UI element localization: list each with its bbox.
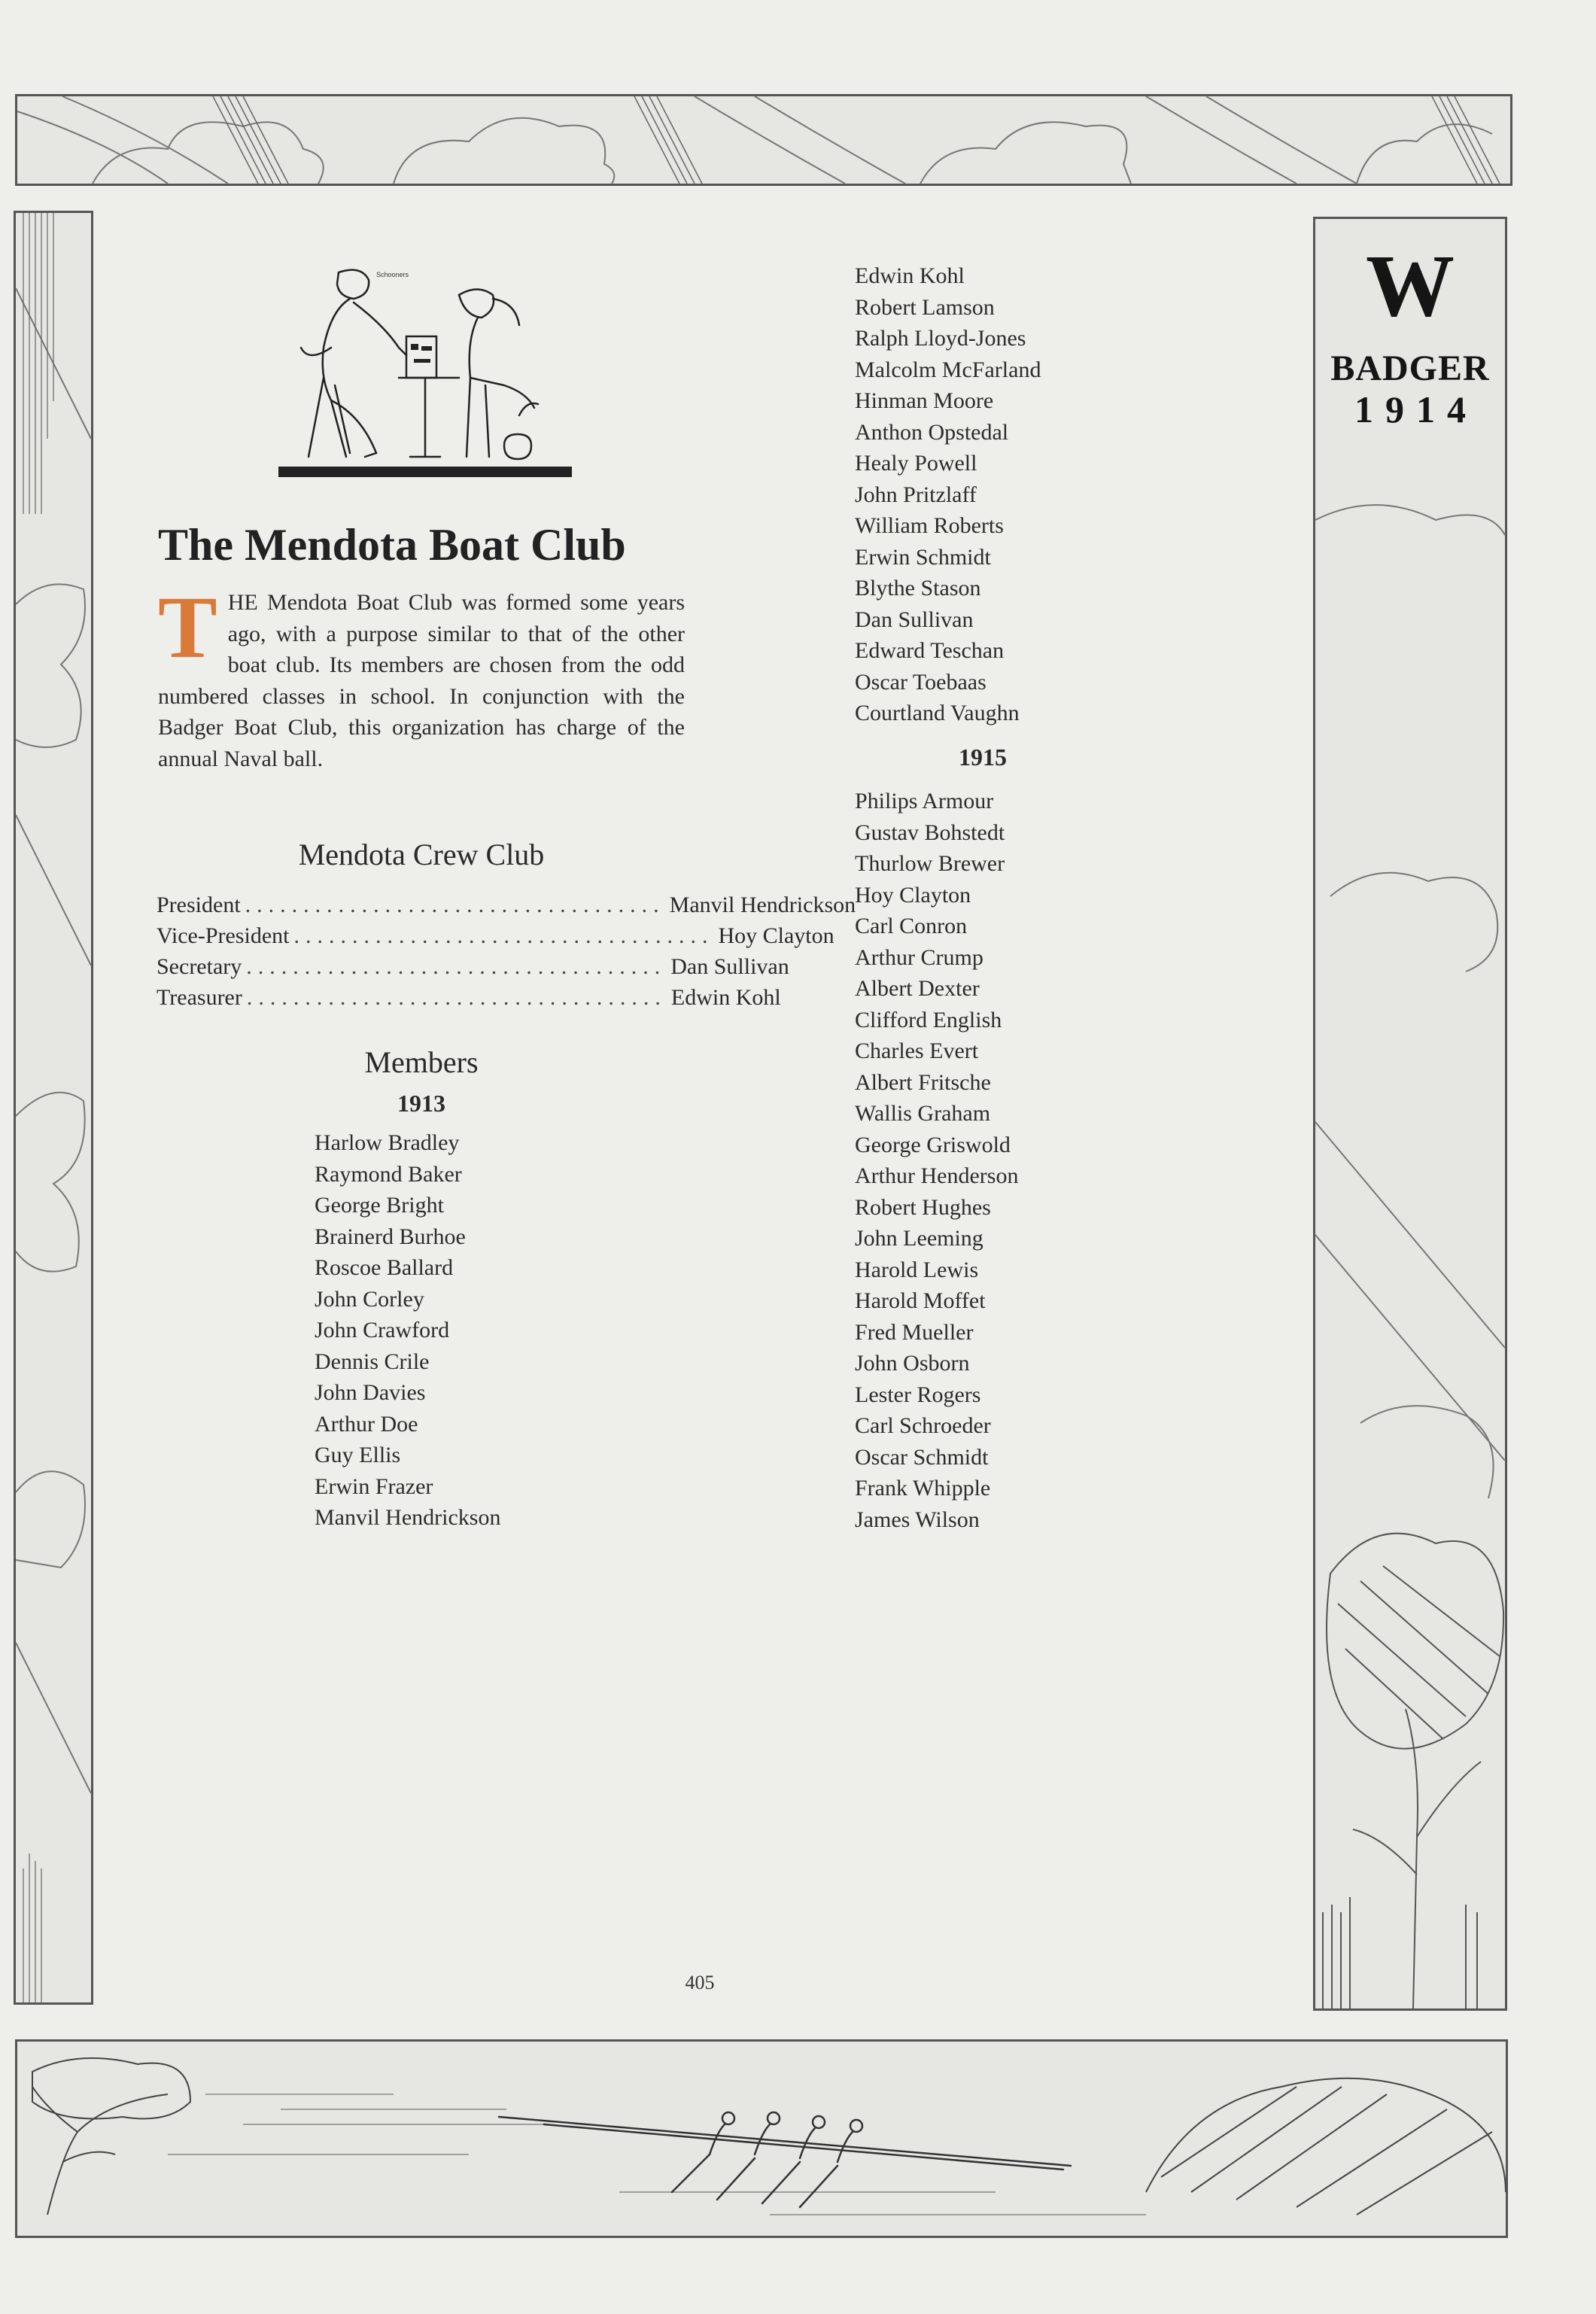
member-name: Gustav Bohstedt — [855, 819, 1005, 845]
member-name: Albert Dexter — [855, 976, 980, 1001]
member-name: John Corley — [315, 1286, 424, 1312]
member-name: Erwin Schmidt — [855, 544, 991, 570]
member-name: Oscar Schmidt — [855, 1444, 989, 1470]
member-name: George Bright — [315, 1193, 444, 1218]
officer-name: Hoy Clayton — [718, 923, 834, 948]
officer-row: Vice-President .................................... Hoy Clayton — [157, 920, 686, 951]
members-heading: Members — [364, 1045, 479, 1079]
class-1913-list — [315, 1127, 500, 1534]
officer-role: Secretary — [157, 954, 242, 979]
cloud-pattern-illustration — [17, 96, 1510, 184]
officer-name: Manvil Hendrickson — [669, 892, 856, 917]
member-name: Harold Lewis — [855, 1257, 979, 1282]
member-name: John Osborn — [855, 1351, 970, 1376]
page-title: The Mendota Boat Club — [158, 520, 626, 570]
illustration-sign-text: Schooners — [376, 271, 409, 278]
member-name: George Griswold — [855, 1132, 1011, 1157]
member-name: Edward Teschan — [855, 638, 1005, 663]
member-name: Charles Evert — [855, 1038, 979, 1063]
right-decorative-border — [1313, 217, 1507, 2011]
tree-column-illustration — [1315, 219, 1505, 2008]
member-name: Arthur Crump — [855, 944, 983, 970]
member-name: Frank Whipple — [855, 1476, 991, 1501]
member-name: Robert Lamson — [855, 294, 995, 320]
member-name: Harlow Bradley — [315, 1130, 460, 1155]
club-illustration — [278, 265, 576, 491]
officer-role: Vice-President — [157, 923, 290, 948]
member-name: Arthur Doe — [315, 1411, 418, 1437]
member-name: James Wilson — [855, 1507, 980, 1532]
officer-role: President — [157, 892, 241, 917]
officer-row: Secretary .................................... Dan Sullivan — [157, 951, 686, 982]
member-name: Healy Powell — [855, 451, 977, 476]
officer-row: Treasurer .................................... Edwin Kohl — [157, 982, 686, 1013]
member-name: Hinman Moore — [855, 388, 994, 413]
rowing-crew-illustration — [17, 2042, 1506, 2236]
member-name: Courtland Vaughn — [855, 701, 1020, 725]
member-name: Malcolm McFarland — [855, 357, 1041, 382]
member-name: Carl Conron — [855, 914, 968, 938]
member-name: Oscar Toebaas — [855, 669, 986, 695]
bottom-decorative-banner — [15, 2039, 1508, 2238]
member-name: Raymond Baker — [315, 1161, 462, 1187]
officer-name: Dan Sullivan — [670, 954, 789, 979]
member-name: Dan Sullivan — [855, 607, 974, 632]
member-name: Wallis Graham — [855, 1101, 991, 1126]
class-1913-continued-list — [855, 260, 1041, 729]
member-name: Roscoe Ballard — [315, 1255, 454, 1280]
officer-name: Edwin Kohl — [670, 985, 781, 1010]
officer-row: President .................................... Manvil Hendrickson — [157, 889, 686, 920]
class-year-heading: 1915 — [959, 743, 1007, 771]
intro-paragraph — [158, 578, 685, 774]
member-name: John Crawford — [315, 1318, 450, 1342]
member-name: Thurlow Brewer — [855, 851, 1005, 876]
class-1915-list — [855, 786, 1018, 1535]
member-name: Edwin Kohl — [855, 263, 965, 288]
member-name: Brainerd Burhoe — [315, 1224, 466, 1249]
member-name: Ralph Lloyd-Jones — [855, 326, 1026, 351]
member-name: Carl Schroeder — [855, 1413, 991, 1438]
drop-cap: T — [158, 578, 217, 677]
member-name: Albert Fritsche — [855, 1069, 991, 1095]
member-name: Lester Rogers — [855, 1382, 981, 1407]
member-name: Anthon Opstedal — [855, 419, 1009, 445]
top-decorative-banner — [15, 94, 1512, 186]
badge-letter: W — [1366, 236, 1455, 335]
member-name: Clifford English — [855, 1007, 1002, 1032]
member-name: John Pritzlaff — [855, 482, 977, 507]
figures-at-table-illustration — [278, 265, 576, 491]
member-name: John Leeming — [855, 1226, 983, 1251]
badge-word: BADGER — [1330, 348, 1490, 388]
page-number: 405 — [685, 1972, 715, 1993]
member-name: Fred Mueller — [855, 1319, 974, 1345]
officer-role: Treasurer — [157, 985, 242, 1010]
member-name: Hoy Clayton — [855, 882, 971, 908]
class-year-heading: 1913 — [397, 1090, 445, 1117]
cloud-column-illustration — [16, 213, 91, 2002]
member-name: John Davies — [315, 1380, 426, 1405]
member-name: Arthur Henderson — [855, 1163, 1019, 1188]
member-name: Guy Ellis — [315, 1443, 401, 1467]
member-name: Manvil Hendrickson — [315, 1505, 501, 1530]
member-name: Robert Hughes — [855, 1194, 991, 1220]
member-name: Harold Moffet — [855, 1288, 986, 1313]
left-decorative-border — [14, 211, 93, 2005]
member-name: Blythe Stason — [855, 576, 981, 601]
intro-text: HE Mendota Boat Club was formed some years ago, with a purpose similar to that of the other boat club. Its members are chosen from the odd numbered classes in school. In conjunction with the Badger Boat Club, this organization has charge of the annual Naval ball. — [158, 590, 685, 771]
member-name: Dennis Crile — [315, 1349, 430, 1374]
member-name: Erwin Frazer — [315, 1473, 433, 1499]
badge-year: 1914 — [1354, 388, 1478, 430]
member-name: Philips Armour — [855, 789, 994, 813]
crew-club-heading: Mendota Crew Club — [298, 838, 545, 871]
member-name: William Roberts — [855, 513, 1004, 538]
